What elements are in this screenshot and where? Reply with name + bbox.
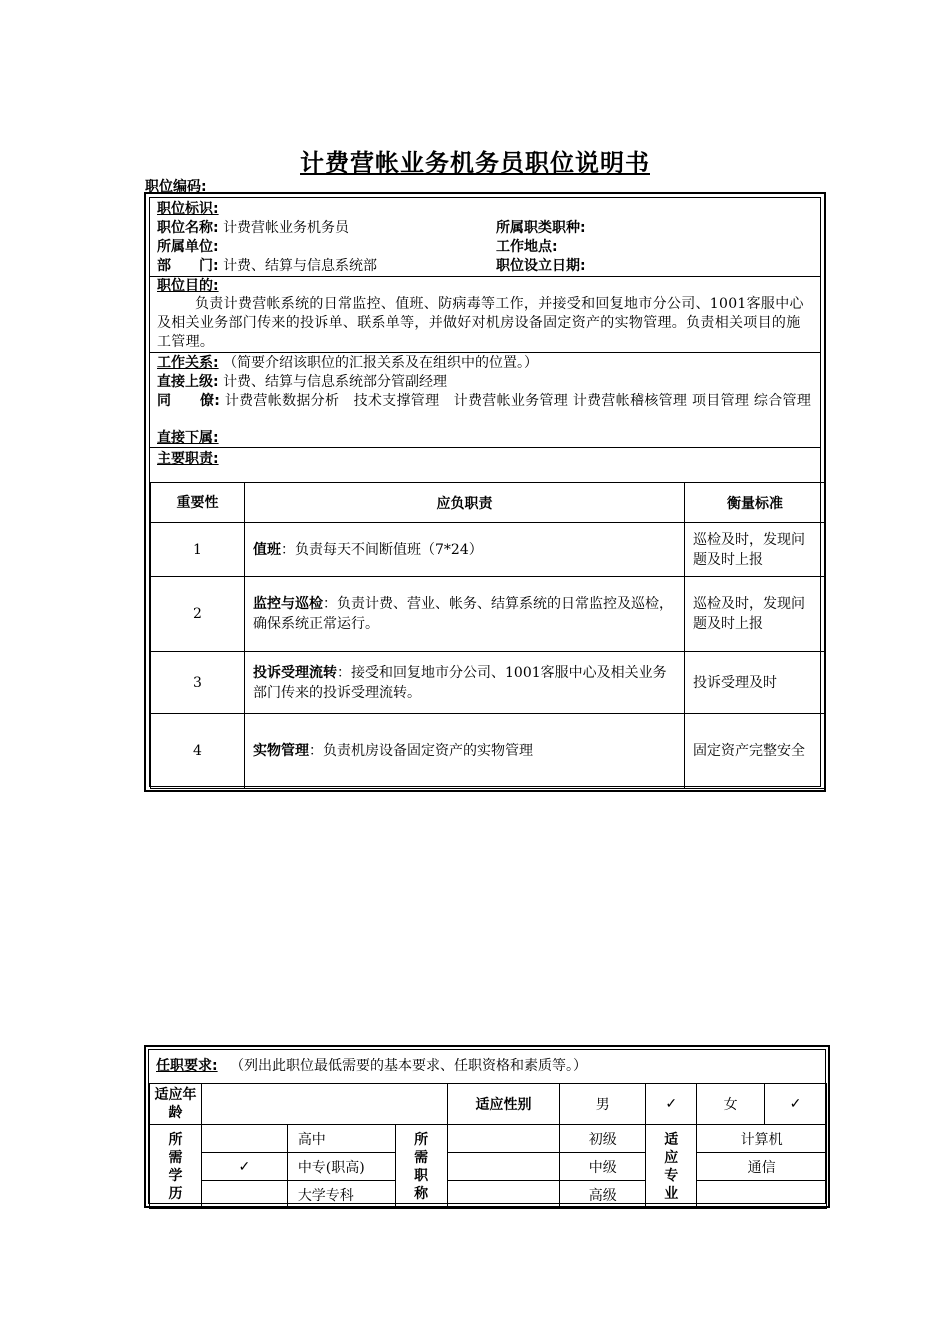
male-label: 男 <box>560 1084 646 1125</box>
job-description-inner <box>149 197 821 787</box>
duty-title: 值班 <box>253 541 281 558</box>
purpose-heading: 职位目的: <box>157 278 219 294</box>
age-gender-row <box>150 1084 827 1125</box>
major-value: 计算机 <box>697 1125 827 1153</box>
duties-table <box>150 482 826 789</box>
major-label: 适应专业 <box>646 1125 697 1209</box>
female-label: 女 <box>697 1084 765 1125</box>
duty-separator: ： <box>281 541 295 558</box>
relations-section <box>150 352 820 448</box>
requirements-box <box>144 1045 830 1208</box>
title-check <box>447 1153 560 1181</box>
duty-separator: ： <box>309 743 323 759</box>
superior-value: 计费、结算与信息系统部分管副经理 <box>223 374 448 390</box>
duty-standard: 投诉受理及时 <box>685 652 826 714</box>
title-level: 初级 <box>560 1125 646 1153</box>
department-value: 计费、结算与信息系统部 <box>223 258 378 274</box>
title-check <box>447 1125 560 1153</box>
duties-heading: 主要职责: <box>157 451 219 467</box>
table-row <box>151 577 826 652</box>
requirements-table <box>149 1083 827 1209</box>
position-name-label: 职位名称: <box>157 220 219 236</box>
title-label: 所需职称 <box>395 1125 447 1209</box>
duties-heading-section <box>150 447 820 482</box>
duty-title: 监控与巡检 <box>253 596 323 612</box>
department-row <box>157 257 377 275</box>
purpose-section <box>150 276 820 353</box>
job-description-box <box>144 192 826 792</box>
peers-value: 计费营帐数据分析 技术支撑管理 计费营帐业务管理 计费营帐稽核管理 项目管理 综合管理 <box>224 393 812 409</box>
major-value <box>697 1181 827 1209</box>
duty-standard: 巡检及时，发现问题及时上报 <box>685 523 826 577</box>
relations-heading-row <box>157 354 538 372</box>
title-level: 中级 <box>560 1153 646 1181</box>
duty-number: 2 <box>151 577 245 652</box>
duty-text <box>245 652 685 714</box>
requirements-heading-row <box>156 1057 587 1075</box>
position-code-label: 职位编码: <box>145 179 207 195</box>
duty-number: 1 <box>151 523 245 577</box>
major-value: 通信 <box>697 1153 827 1181</box>
education-label: 所需学历 <box>150 1125 202 1209</box>
education-check <box>201 1181 287 1209</box>
requirements-heading: 任职要求: <box>156 1058 218 1074</box>
gender-label: 适应性别 <box>447 1084 560 1125</box>
relations-heading: 工作关系: <box>157 355 219 371</box>
establish-date-label: 职位设立日期: <box>496 258 586 274</box>
standard-header: 衡量标准 <box>685 483 826 523</box>
purpose-text: 负责计费营帐系统的日常监控、值班、防病毒等工作，并接受和回复地市分公司、1001客服中心及相关业务部门传来的投诉单、联系单等，并做好对机房设备固定资产的实物管理。负责相关项目的施工管理。 <box>157 296 804 350</box>
requirements-inner <box>148 1049 826 1204</box>
table-row <box>151 714 826 789</box>
identity-heading: 职位标识: <box>157 201 219 217</box>
superior-label: 直接上级: <box>157 374 219 390</box>
job-family-label: 所属职类职种: <box>496 220 586 236</box>
duty-title: 实物管理 <box>253 743 309 759</box>
title-level: 高级 <box>560 1181 646 1209</box>
duty-title: 投诉受理流转 <box>253 664 337 681</box>
relations-note: （简要介绍该职位的汇报关系及在组织中的位置。） <box>223 355 539 371</box>
requirements-note: （列出此职位最低需要的基本要求、任职资格和素质等。） <box>230 1058 588 1074</box>
duty-text <box>245 577 685 652</box>
duty-desc: 负责每天不间断值班（7*24） <box>295 541 483 558</box>
duties-header-row <box>151 483 826 523</box>
requirements-row-3 <box>150 1181 827 1209</box>
identity-section <box>150 198 820 277</box>
peers-row <box>157 392 813 411</box>
duty-desc: 负责计费、营业、帐务、结算系统的日常监控及巡检，确保系统正常运行。 <box>253 596 673 632</box>
document-title: 计费营帐业务机务员职位说明书 <box>300 149 650 177</box>
position-name-row <box>157 219 349 237</box>
duty-number: 4 <box>151 714 245 789</box>
duty-text <box>245 714 685 789</box>
requirements-row-2 <box>150 1153 827 1181</box>
age-value <box>201 1084 447 1125</box>
duty-separator: ： <box>323 596 337 612</box>
education-check: ✓ <box>201 1153 287 1181</box>
peers-label: 同 僚: <box>157 393 221 409</box>
duty-standard: 巡检及时，发现问题及时上报 <box>685 577 826 652</box>
duty-text <box>245 523 685 577</box>
location-label: 工作地点: <box>496 239 558 255</box>
duty-desc: 负责机房设备固定资产的实物管理 <box>323 743 533 759</box>
unit-label: 所属单位: <box>157 239 219 255</box>
age-label: 适应年龄 <box>150 1084 202 1125</box>
duty-number: 3 <box>151 652 245 714</box>
position-name-value: 计费营帐业务机务员 <box>223 220 350 236</box>
education-check <box>201 1125 287 1153</box>
duty-header: 应负职责 <box>245 483 685 523</box>
superior-row <box>157 373 447 391</box>
importance-header: 重要性 <box>151 483 245 523</box>
education-level: 大学专科 <box>287 1181 395 1209</box>
table-row <box>151 523 826 577</box>
department-label: 部 门: <box>157 258 219 274</box>
education-level: 中专(职高) <box>287 1153 395 1181</box>
female-check: ✓ <box>765 1084 827 1125</box>
subordinate-label: 直接下属: <box>157 430 219 446</box>
duty-desc: 接受和回复地市分公司、1001客服中心及相关业务部门传来的投诉受理流转。 <box>253 664 667 701</box>
education-level: 高中 <box>287 1125 395 1153</box>
requirements-row-1 <box>150 1125 827 1153</box>
duty-separator: ： <box>337 664 351 681</box>
duty-standard: 固定资产完整安全 <box>685 714 826 789</box>
title-check <box>447 1181 560 1209</box>
male-check: ✓ <box>646 1084 697 1125</box>
table-row <box>151 652 826 714</box>
